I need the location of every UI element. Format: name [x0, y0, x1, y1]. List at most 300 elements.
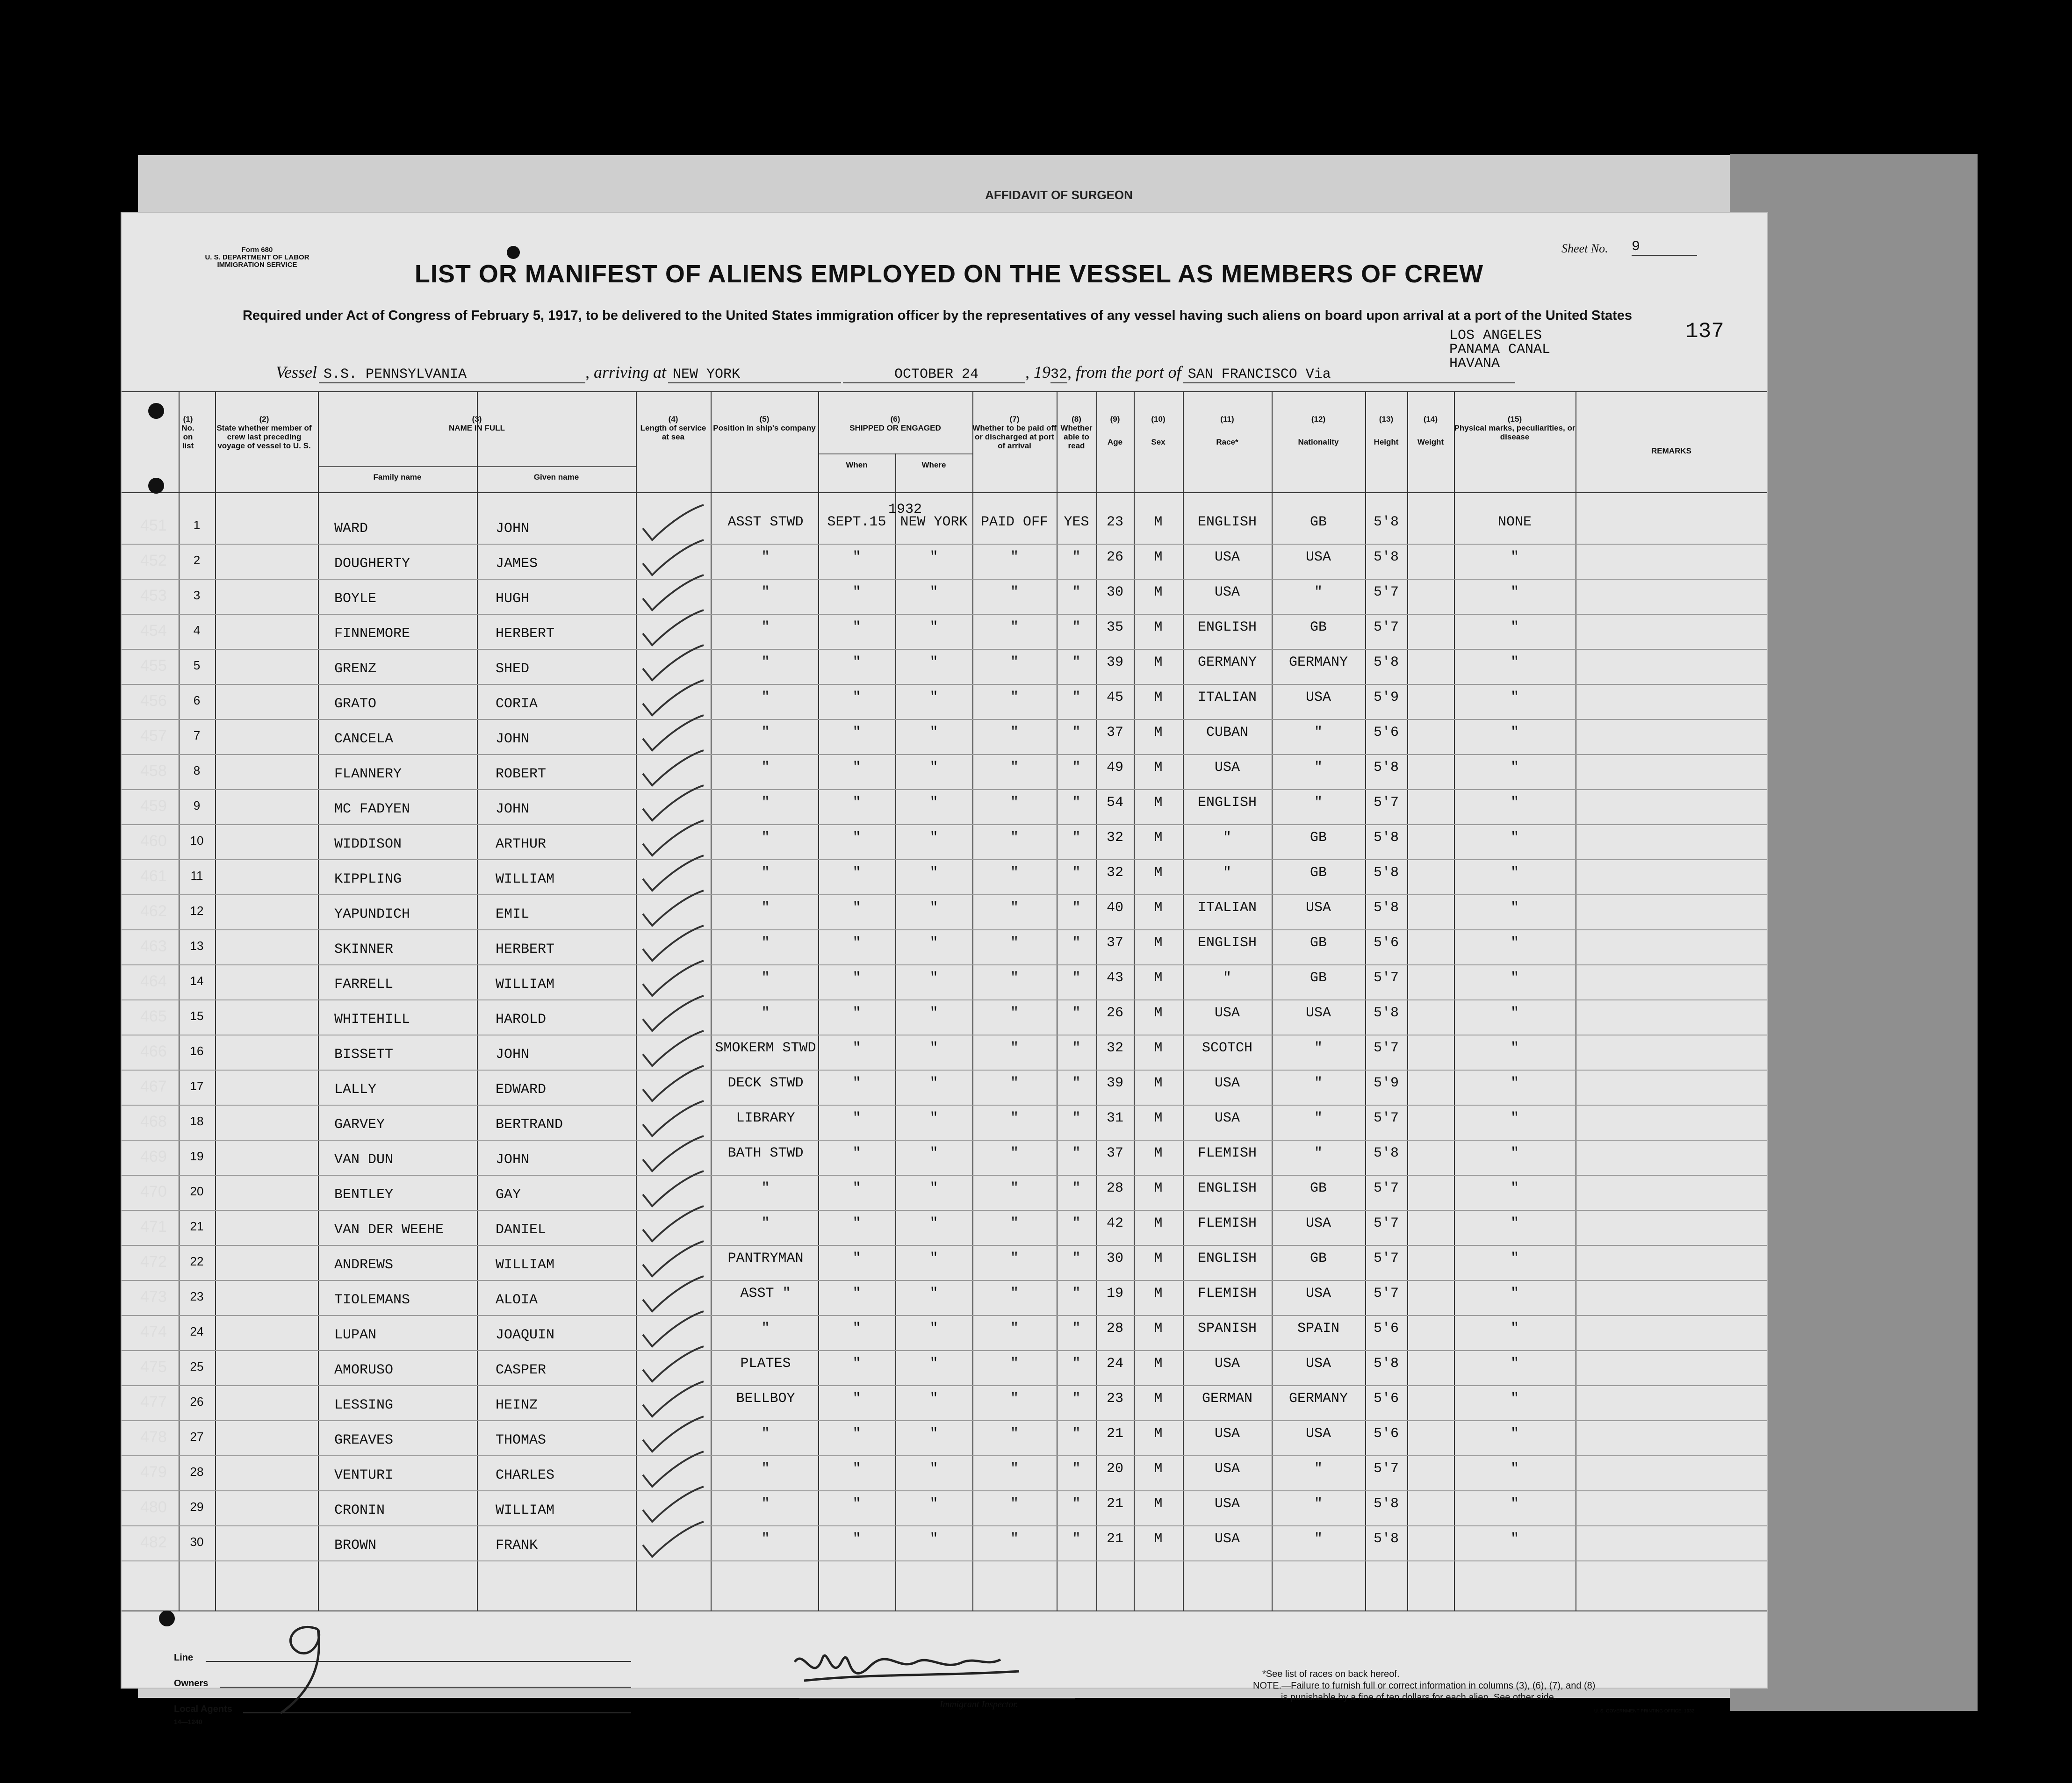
cell-no: 12: [190, 904, 204, 918]
cell-nat: GB: [1309, 514, 1327, 530]
footer-line-label: Line: [174, 1653, 194, 1663]
cell-when: ": [852, 690, 861, 705]
cell-read: ": [1072, 865, 1081, 881]
cell-where: ": [929, 1356, 938, 1372]
cell-race: ": [1223, 865, 1231, 881]
cell-when: ": [852, 795, 861, 811]
column-rule: [477, 391, 478, 1610]
cell-height: 5'7: [1373, 1286, 1399, 1301]
cell-position: ": [761, 549, 770, 565]
cell-family: MC FADYEN: [334, 801, 410, 817]
inspector-signature: [776, 1629, 1038, 1699]
cell-given: CHARLES: [496, 1467, 555, 1483]
margin-number: 475: [140, 1358, 167, 1376]
margin-number: 456: [140, 692, 167, 710]
cell-age: 54: [1106, 795, 1123, 811]
cell-given: HEINZ: [496, 1397, 538, 1413]
cell-sex: M: [1154, 830, 1163, 846]
cell-paid: ": [1010, 1286, 1019, 1301]
cell-nat: USA: [1305, 1426, 1331, 1442]
cell-when: ": [852, 830, 861, 846]
cell-no: 16: [190, 1044, 204, 1058]
cell-when: ": [852, 1075, 861, 1091]
cell-given: THOMAS: [496, 1432, 547, 1448]
cell-paid: ": [1010, 1040, 1019, 1056]
cell-marks: ": [1510, 1110, 1519, 1126]
cell-family: FARRELL: [334, 977, 394, 992]
cell-race: CUBAN: [1206, 725, 1248, 741]
table-top-rule: [122, 391, 1767, 392]
cell-marks: ": [1510, 1461, 1519, 1477]
margin-number: 472: [140, 1253, 167, 1271]
cell-read: ": [1072, 1251, 1081, 1266]
cell-where: ": [929, 1110, 938, 1126]
cell-sex: M: [1154, 1180, 1163, 1196]
margin-number: 460: [140, 832, 167, 850]
cell-family: BENTLEY: [334, 1187, 394, 1203]
printer-imprint: U. S. GOVERNMENT PRINTING OFFICE: 1932: [1594, 1709, 1695, 1714]
row-rule: [122, 1385, 1767, 1386]
cell-family: FLANNERY: [334, 766, 402, 782]
cell-given: WILLIAM: [496, 1257, 555, 1273]
cell-no: 3: [193, 588, 201, 602]
cell-no: 15: [190, 1009, 204, 1023]
cell-height: 5'8: [1373, 1531, 1399, 1547]
cell-where: ": [929, 1215, 938, 1231]
cell-given: HERBERT: [496, 942, 555, 957]
header-height: (13) Height: [1374, 415, 1399, 446]
cell-position: ": [761, 1531, 770, 1547]
cell-height: 5'8: [1373, 1496, 1399, 1512]
column-rule: [318, 391, 319, 1610]
cell-when: ": [852, 1426, 861, 1442]
column-rule: [179, 391, 180, 1610]
cell-age: 32: [1106, 1040, 1123, 1056]
cell-marks: ": [1510, 1321, 1519, 1337]
cell-height: 5'7: [1373, 970, 1399, 986]
cell-nat: ": [1314, 1040, 1323, 1056]
cell-height: 5'6: [1373, 1391, 1399, 1407]
cell-when: ": [852, 1286, 861, 1301]
cell-nat: GB: [1309, 1180, 1327, 1196]
cell-marks: ": [1510, 935, 1519, 951]
cell-sex: M: [1154, 514, 1163, 530]
cell-given: ARTHUR: [496, 836, 547, 852]
margin-number: 465: [140, 1007, 167, 1025]
margin-number: 455: [140, 657, 167, 675]
arrival-year: 32: [1050, 367, 1068, 382]
cell-no: 25: [190, 1359, 204, 1373]
cell-height: 5'6: [1373, 1426, 1399, 1442]
cell-age: 21: [1106, 1531, 1123, 1547]
margin-number: 463: [140, 937, 167, 955]
cell-when: ": [852, 1356, 861, 1372]
cell-where: ": [929, 935, 938, 951]
cell-no: 29: [190, 1500, 204, 1514]
cell-where: ": [929, 549, 938, 565]
footer-owners-label: Owners: [174, 1678, 209, 1689]
cell-when: ": [852, 900, 861, 916]
row-rule: [122, 1175, 1767, 1176]
cell-marks: ": [1510, 1075, 1519, 1091]
cell-marks: ": [1510, 1496, 1519, 1512]
cell-height: 5'8: [1373, 514, 1399, 530]
cell-sex: M: [1154, 1391, 1163, 1407]
cell-given: CASPER: [496, 1362, 547, 1378]
cell-paid: ": [1010, 795, 1019, 811]
row-rule: [122, 1245, 1767, 1246]
cell-height: 5'9: [1373, 690, 1399, 705]
cell-height: 5'8: [1373, 549, 1399, 565]
row-rule: [122, 1525, 1767, 1526]
cell-sex: M: [1154, 1426, 1163, 1442]
cell-height: 5'8: [1373, 1005, 1399, 1021]
cell-position: SMOKERM STWD: [715, 1040, 816, 1056]
cell-nat: GB: [1309, 970, 1327, 986]
cell-height: 5'7: [1373, 584, 1399, 600]
cell-given: JOAQUIN: [496, 1327, 555, 1343]
cell-age: 37: [1106, 1145, 1123, 1161]
cell-paid: ": [1010, 1215, 1019, 1231]
vessel-line: [276, 362, 1515, 383]
cell-age: 40: [1106, 900, 1123, 916]
cell-read: ": [1072, 760, 1081, 776]
column-rule: [1407, 391, 1408, 1610]
cell-nat: ": [1314, 1461, 1323, 1477]
arriving-label: , arriving at: [585, 363, 666, 381]
cell-nat: GERMANY: [1288, 654, 1348, 670]
cell-race: ITALIAN: [1197, 690, 1257, 705]
cell-position: ": [761, 619, 770, 635]
cell-sex: M: [1154, 1145, 1163, 1161]
cell-read: ": [1072, 1110, 1081, 1126]
cell-marks: ": [1510, 900, 1519, 916]
cell-marks: ": [1510, 1040, 1519, 1056]
cell-given: JOHN: [496, 1152, 530, 1168]
cell-position: PLATES: [740, 1356, 791, 1372]
cell-race: GERMAN: [1201, 1391, 1253, 1407]
cell-sex: M: [1154, 1251, 1163, 1266]
margin-number: 452: [140, 552, 167, 569]
punch-hole: [159, 1610, 175, 1626]
header-bottom-rule: [122, 492, 1767, 493]
cell-when: ": [852, 619, 861, 635]
cell-family: VENTURI: [334, 1467, 394, 1483]
cell-age: 28: [1106, 1180, 1123, 1196]
cell-race: ITALIAN: [1197, 900, 1257, 916]
cell-nat: USA: [1305, 549, 1331, 565]
row-rule: [122, 579, 1767, 580]
race-note: *See list of races on back hereof.: [1262, 1669, 1400, 1679]
cell-given: EMIL: [496, 906, 530, 922]
cell-paid: ": [1010, 865, 1019, 881]
cell-position: ": [761, 760, 770, 776]
cell-where: ": [929, 1321, 938, 1337]
cell-marks: ": [1510, 795, 1519, 811]
cell-race: USA: [1214, 1110, 1240, 1126]
cell-paid: ": [1010, 725, 1019, 741]
cell-race: SPANISH: [1197, 1321, 1257, 1337]
cell-no: 20: [190, 1184, 204, 1198]
cell-race: USA: [1214, 760, 1240, 776]
cell-age: 37: [1106, 935, 1123, 951]
cell-no: 1: [193, 518, 201, 532]
row-rule: [122, 894, 1767, 895]
cell-age: 23: [1106, 514, 1123, 530]
arrival-date: OCTOBER 24: [843, 367, 1025, 383]
margin-number: 462: [140, 902, 167, 920]
cell-given: JOHN: [496, 801, 530, 817]
cell-given: GAY: [496, 1187, 521, 1203]
cell-read: ": [1072, 1356, 1081, 1372]
column-rule: [636, 391, 637, 1610]
row-rule: [122, 964, 1767, 965]
cell-height: 5'7: [1373, 1251, 1399, 1266]
cell-paid: ": [1010, 900, 1019, 916]
cell-where: ": [929, 900, 938, 916]
cell-age: 39: [1106, 1075, 1123, 1091]
cell-no: 9: [193, 798, 201, 812]
cell-when: ": [852, 1531, 861, 1547]
header-last-voyage: (2) State whether member of crew last preceding voyage of vessel to U. S.: [216, 415, 312, 450]
manifest-page: [122, 213, 1767, 1725]
cell-read: ": [1072, 654, 1081, 670]
cell-position: ": [761, 1321, 770, 1337]
cell-height: 5'7: [1373, 1040, 1399, 1056]
row-rule: [122, 789, 1767, 790]
cell-read: ": [1072, 619, 1081, 635]
cell-marks: ": [1510, 1531, 1519, 1547]
cell-nat: GB: [1309, 619, 1327, 635]
cell-position: ": [761, 1005, 770, 1021]
margin-number: 482: [140, 1533, 167, 1551]
row-rule: [122, 1350, 1767, 1351]
cell-where: ": [929, 1251, 938, 1266]
cell-given: JAMES: [496, 556, 538, 572]
row-rule: [122, 1560, 1767, 1561]
cell-height: 5'8: [1373, 1356, 1399, 1372]
cell-when: ": [852, 1461, 861, 1477]
cell-race: ENGLISH: [1197, 935, 1257, 951]
row-rule: [122, 614, 1767, 615]
cell-paid: ": [1010, 654, 1019, 670]
margin-number: 478: [140, 1428, 167, 1446]
cell-age: 42: [1106, 1215, 1123, 1231]
cell-paid: ": [1010, 584, 1019, 600]
cell-race: GERMANY: [1197, 654, 1257, 670]
cell-paid: ": [1010, 935, 1019, 951]
cell-race: USA: [1214, 1005, 1240, 1021]
cell-family: YAPUNDICH: [334, 906, 410, 922]
cell-sex: M: [1154, 1040, 1163, 1056]
cell-paid: ": [1010, 1145, 1019, 1161]
row-rule: [122, 929, 1767, 930]
cell-position: BATH STWD: [727, 1145, 804, 1161]
cell-position: ": [761, 690, 770, 705]
cell-paid: ": [1010, 690, 1019, 705]
port-list: LOS ANGELES PANAMA CANAL HAVANA: [1449, 328, 1551, 372]
cell-no: 23: [190, 1289, 204, 1303]
cell-no: 11: [190, 869, 203, 883]
cell-family: LESSING: [334, 1397, 394, 1413]
cell-nat: USA: [1305, 1356, 1331, 1372]
cell-family: DOUGHERTY: [334, 556, 410, 572]
cell-where: ": [929, 970, 938, 986]
cell-when: ": [852, 654, 861, 670]
cell-where: ": [929, 1180, 938, 1196]
cell-position: ASST ": [740, 1286, 791, 1301]
cell-age: 49: [1106, 760, 1123, 776]
margin-number: 470: [140, 1183, 167, 1201]
footer-form-code: 14—1240: [174, 1718, 202, 1725]
cell-age: 26: [1106, 1005, 1123, 1021]
cell-race: USA: [1214, 584, 1240, 600]
table-bottom-rule: [122, 1610, 1767, 1611]
cell-no: 26: [190, 1395, 204, 1409]
cell-given: BERTRAND: [496, 1117, 563, 1133]
margin-number: 467: [140, 1078, 167, 1095]
cell-family: WIDDISON: [334, 836, 402, 852]
cell-where: ": [929, 1461, 938, 1477]
header-when: When: [846, 460, 868, 469]
cell-position: ": [761, 795, 770, 811]
cell-nat: ": [1314, 795, 1323, 811]
cell-nat: ": [1314, 1531, 1323, 1547]
cell-marks: ": [1510, 760, 1519, 776]
cell-read: ": [1072, 1145, 1081, 1161]
cell-nat: GB: [1309, 935, 1327, 951]
cell-read: ": [1072, 1215, 1081, 1231]
cell-position: ": [761, 970, 770, 986]
cell-when: ": [852, 1110, 861, 1126]
cell-family: GARVEY: [334, 1117, 385, 1133]
header-remarks: REMARKS: [1651, 446, 1691, 455]
fine-note-2: is punishable by a fine of ten dollars for each alien. See other side.: [1281, 1692, 1557, 1703]
cell-where: ": [929, 1145, 938, 1161]
cell-no: 2: [193, 553, 201, 567]
cell-given: ALOIA: [496, 1292, 538, 1308]
cell-nat: ": [1314, 1496, 1323, 1512]
cell-given: HERBERT: [496, 626, 555, 642]
cell-read: ": [1072, 935, 1081, 951]
cell-given: JOHN: [496, 731, 530, 747]
cell-height: 5'7: [1373, 1461, 1399, 1477]
cell-position: ": [761, 1426, 770, 1442]
header-paid-off: (7) Whether to be paid off or discharged at port of arrival: [972, 415, 1057, 450]
row-rule: [122, 999, 1767, 1000]
fine-note: NOTE.—Failure to furnish full or correct information in columns (3), (6), (7), and (8): [1253, 1681, 1596, 1691]
cell-position: BELLBOY: [736, 1391, 795, 1407]
cell-marks: ": [1510, 584, 1519, 600]
check-mark-icon: [638, 1519, 708, 1561]
cell-paid: ": [1010, 970, 1019, 986]
cell-paid: ": [1010, 1251, 1019, 1266]
cell-height: 5'8: [1373, 900, 1399, 916]
row-rule: [122, 1280, 1767, 1281]
cell-sex: M: [1154, 795, 1163, 811]
margin-number: 474: [140, 1323, 167, 1341]
cell-family: GREAVES: [334, 1432, 394, 1448]
cell-read: ": [1072, 1321, 1081, 1337]
cell-nat: ": [1314, 584, 1323, 600]
margin-number: 451: [140, 517, 167, 534]
cell-height: 5'8: [1373, 830, 1399, 846]
cell-age: 30: [1106, 1251, 1123, 1266]
cell-paid: ": [1010, 1110, 1019, 1126]
cell-nat: ": [1314, 1110, 1323, 1126]
cell-nat: USA: [1305, 690, 1331, 705]
cell-family: TIOLEMANS: [334, 1292, 410, 1308]
cell-paid: ": [1010, 1180, 1019, 1196]
cell-where: ": [929, 1040, 938, 1056]
cell-height: 5'7: [1373, 1215, 1399, 1231]
form-id: Form 680 U. S. DEPARTMENT OF LABOR IMMIGRATION SERVICE: [205, 246, 309, 269]
cell-no: 27: [190, 1430, 204, 1444]
cell-sex: M: [1154, 1461, 1163, 1477]
cell-race: ": [1223, 830, 1231, 846]
cell-where: ": [929, 1075, 938, 1091]
cell-paid: ": [1010, 1391, 1019, 1407]
cell-height: 5'7: [1373, 619, 1399, 635]
cell-family: GRENZ: [334, 661, 377, 677]
cell-height: 5'6: [1373, 935, 1399, 951]
cell-where: ": [929, 795, 938, 811]
cell-nat: GB: [1309, 830, 1327, 846]
header-where: Where: [921, 460, 946, 469]
cell-age: 20: [1106, 1461, 1123, 1477]
cell-race: USA: [1214, 1426, 1240, 1442]
cell-read: YES: [1064, 514, 1089, 530]
cell-nat: GB: [1309, 865, 1327, 881]
cell-where: ": [929, 690, 938, 705]
cell-nat: USA: [1305, 900, 1331, 916]
cell-no: 21: [190, 1219, 204, 1233]
cell-where: ": [929, 1531, 938, 1547]
cell-position: ": [761, 654, 770, 670]
cell-read: ": [1072, 1426, 1081, 1442]
cell-marks: ": [1510, 1356, 1519, 1372]
row-rule: [122, 1420, 1767, 1421]
cell-given: ROBERT: [496, 766, 547, 782]
cell-family: WHITEHILL: [334, 1012, 410, 1028]
cell-sex: M: [1154, 549, 1163, 565]
cell-no: 17: [190, 1079, 204, 1093]
cell-age: 43: [1106, 970, 1123, 986]
cell-age: 19: [1106, 1286, 1123, 1301]
punch-hole: [507, 246, 520, 259]
cell-sex: M: [1154, 1005, 1163, 1021]
column-rule: [711, 391, 712, 1610]
cell-read: ": [1072, 1075, 1081, 1091]
cell-family: VAN DUN: [334, 1152, 394, 1168]
cell-given: WILLIAM: [496, 977, 555, 992]
cell-position: PANTRYMAN: [727, 1251, 804, 1266]
cell-where: ": [929, 865, 938, 881]
header-shipped: (6) SHIPPED OR ENGAGED: [849, 415, 941, 432]
cell-given: CORIA: [496, 696, 538, 712]
margin-number: 479: [140, 1463, 167, 1481]
cell-marks: ": [1510, 1180, 1519, 1196]
cell-paid: ": [1010, 1496, 1019, 1512]
cell-age: 30: [1106, 584, 1123, 600]
cell-sex: M: [1154, 1110, 1163, 1126]
margin-number: 471: [140, 1218, 167, 1236]
cell-family: LUPAN: [334, 1327, 377, 1343]
cell-no: 30: [190, 1535, 204, 1549]
row-rule: [122, 1105, 1767, 1106]
row-rule: [122, 1070, 1767, 1071]
row-rule: [122, 719, 1767, 720]
